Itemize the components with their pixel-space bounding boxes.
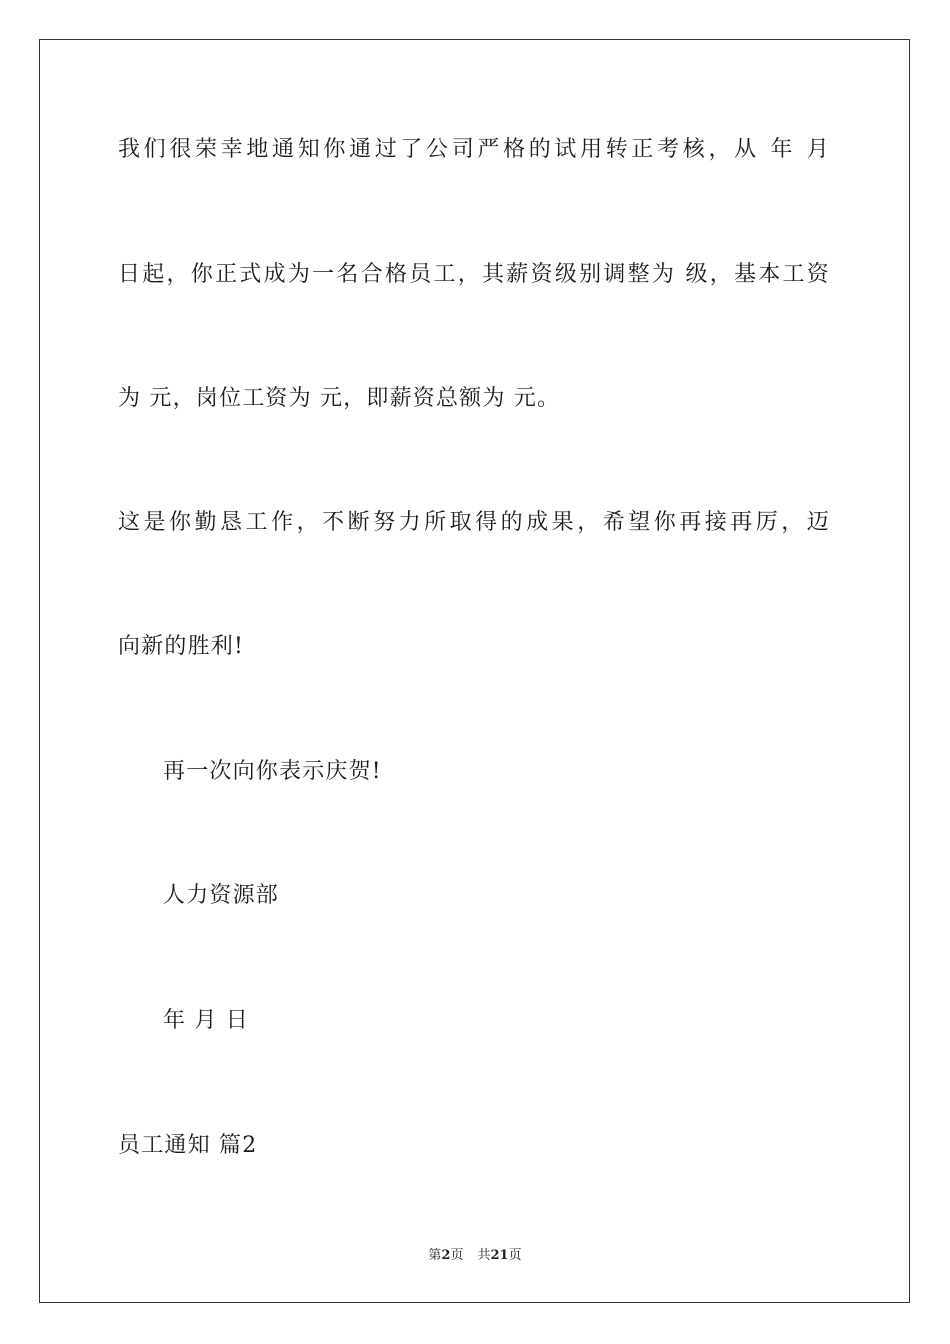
footer-total-pages: 21 (490, 1248, 509, 1263)
signature-department: 人力资源部 (163, 883, 280, 908)
page-border (39, 39, 910, 1303)
congratulation-line: 再一次向你表示庆贺! (163, 759, 382, 784)
page-footer (0, 1247, 950, 1265)
section-heading: 员工通知 篇2 (118, 1133, 258, 1158)
paragraph-1-line-1: 我们很荣幸地通知你通过了公司严格的试用转正考核，从 年 月 (118, 137, 830, 162)
footer-page-prefix: 第 (428, 1248, 442, 1263)
footer-page-number: 2 (441, 1248, 451, 1263)
signature-date: 年 月 日 (163, 1008, 249, 1033)
paragraph-1-line-2: 日起，你正式成为一名合格员工，其薪资级别调整为 级，基本工资 (118, 262, 830, 287)
footer-total-suffix: 页 (508, 1248, 522, 1263)
footer-total-prefix: 共 (477, 1248, 491, 1263)
paragraph-2-line-2: 向新的胜利! (118, 634, 245, 659)
paragraph-2-line-1: 这是你勤恳工作，不断努力所取得的成果，希望你再接再厉，迈 (118, 510, 830, 535)
footer-page-suffix: 页 (450, 1248, 464, 1263)
paragraph-1-line-3: 为 元，岗位工资为 元，即薪资总额为 元。 (118, 386, 561, 411)
